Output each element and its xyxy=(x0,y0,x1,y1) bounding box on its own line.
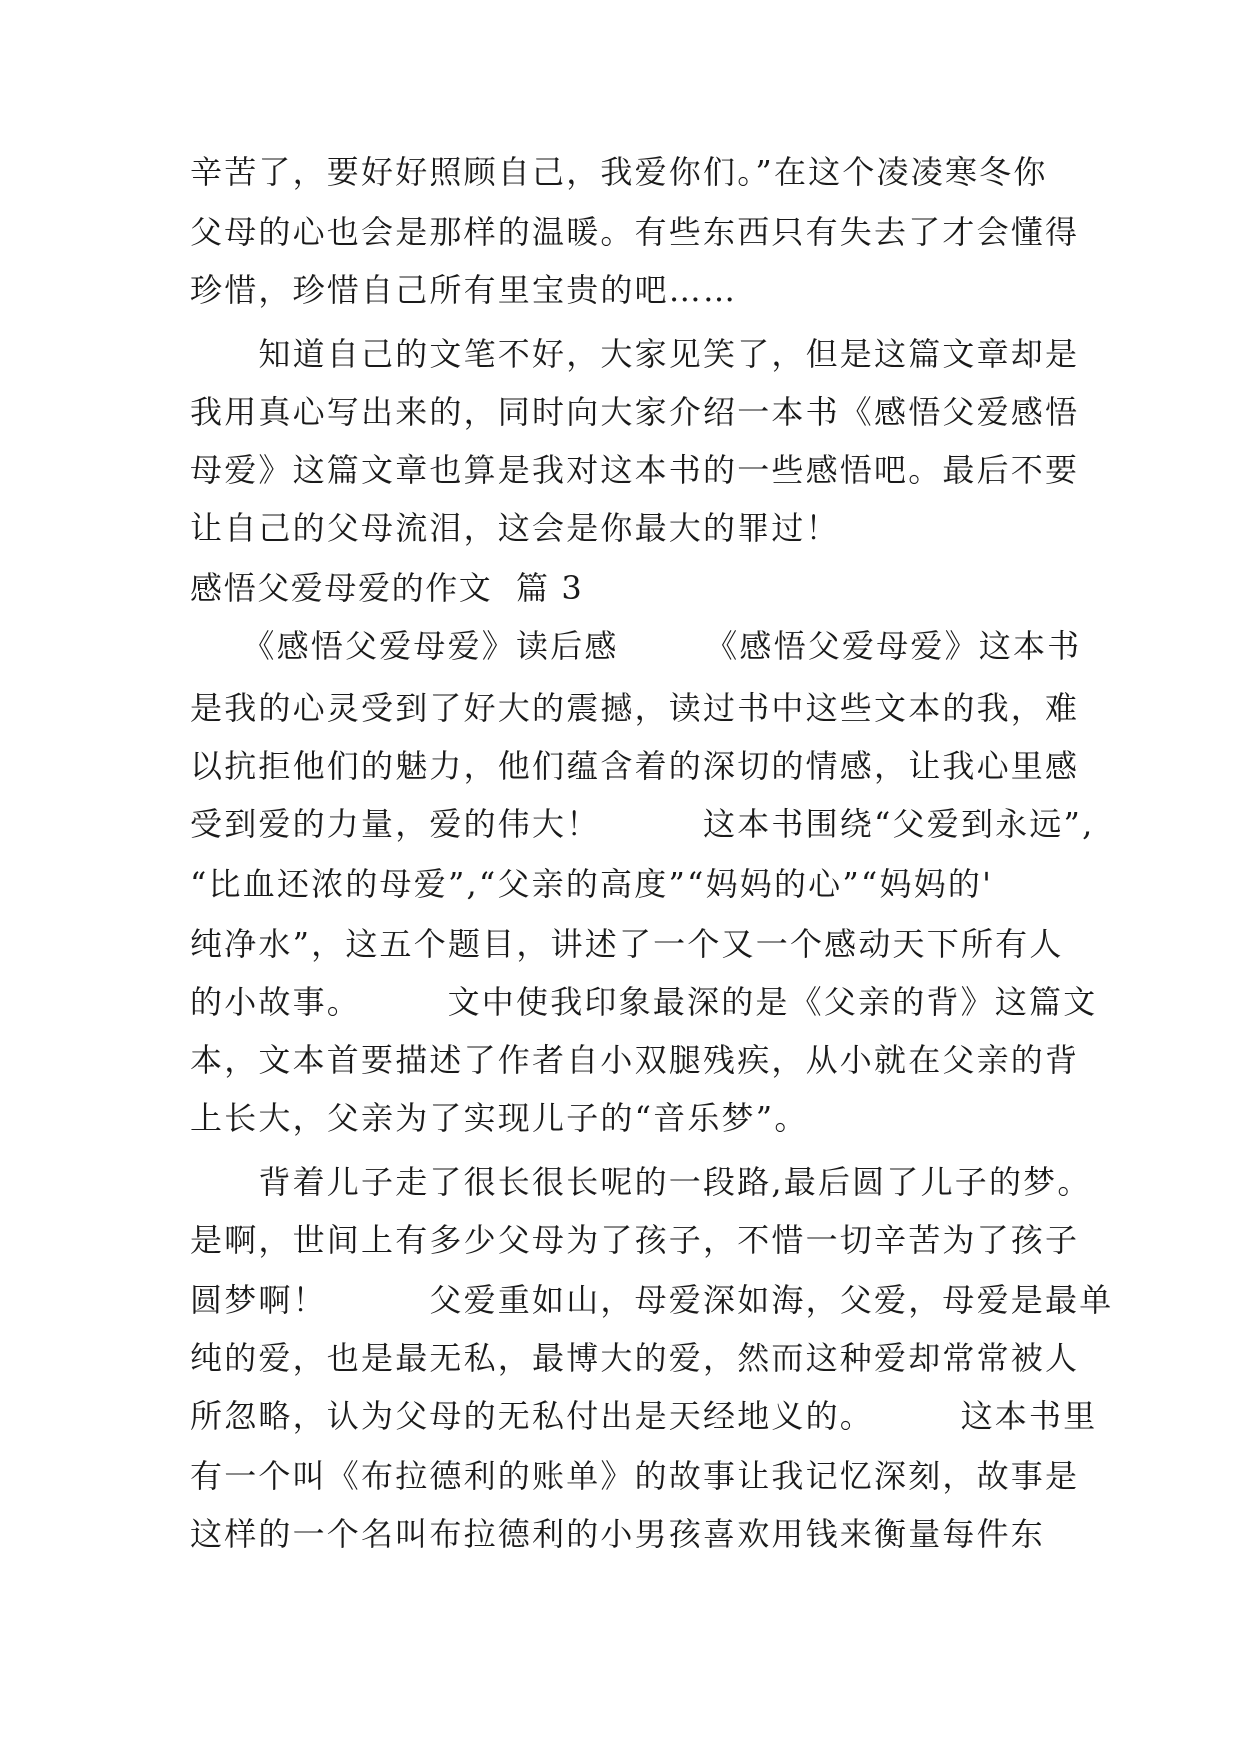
text-line: 辛苦了，要好好照顾自己，我爱你们。”在这个凌凌寒冬你 xyxy=(190,153,1048,191)
text-line: 《感悟父爱母爱》读后感 《感悟父爱母爱》这本书 xyxy=(190,627,1082,665)
text-line: 所忽略，认为父母的无私付出是天经地义的。 这本书里 xyxy=(190,1397,1098,1435)
text-line: 纯的爱，也是最无私，最博大的爱，然而这种爱却常常被人 xyxy=(190,1339,1080,1377)
text-line: 背着儿子走了很长很长呢的一段路,最后圆了儿子的梦。 xyxy=(190,1163,1092,1201)
text-line: 我用真心写出来的，同时向大家介绍一本书《感悟父爱感悟 xyxy=(190,393,1080,431)
section-heading: 感悟父爱母爱的作文 篇 3 xyxy=(190,569,584,607)
text-line: 本，文本首要描述了作者自小双腿残疾，从小就在父亲的背 xyxy=(190,1041,1080,1079)
text-line: 受到爱的力量，爱的伟大！ 这本书围绕“父爱到永远”, xyxy=(190,805,1095,843)
text-line: 有一个叫《布拉德利的账单》的故事让我记忆深刻，故事是 xyxy=(190,1457,1080,1495)
text-line: 珍惜，珍惜自己所有里宝贵的吧…… xyxy=(190,271,738,309)
text-line: 让自己的父母流泪，这会是你最大的罪过！ xyxy=(190,509,840,547)
text-line: 的小故事。 文中使我印象最深的是《父亲的背》这篇文 xyxy=(190,983,1098,1021)
text-line: 知道自己的文笔不好，大家见笑了，但是这篇文章却是 xyxy=(190,335,1080,373)
text-line: 是啊，世间上有多少父母为了孩子，不惜一切辛苦为了孩子 xyxy=(190,1221,1080,1259)
text-line: 这样的一个名叫布拉德利的小男孩喜欢用钱来衡量每件东 xyxy=(190,1515,1046,1553)
text-line: 纯净水”，这五个题目，讲述了一个又一个感动天下所有人 xyxy=(190,925,1064,963)
text-line: 圆梦啊！ 父爱重如山，母爱深如海，父爱，母爱是最单 xyxy=(190,1281,1114,1319)
text-line: 母爱》这篇文章也算是我对这本书的一些感悟吧。最后不要 xyxy=(190,451,1080,489)
text-line: 父母的心也会是那样的温暖。有些东西只有失去了才会懂得 xyxy=(190,213,1080,251)
text-line: 上长大，父亲为了实现儿子的“音乐梦”。 xyxy=(190,1099,809,1137)
text-line: 是我的心灵受到了好大的震撼，读过书中这些文本的我，难 xyxy=(190,689,1080,727)
text-line: 以抗拒他们的魅力，他们蕴含着的深切的情感，让我心里感 xyxy=(190,747,1080,785)
text-line: “比血还浓的母爱”,“父亲的高度”“妈妈的心”“妈妈的' xyxy=(190,865,994,903)
